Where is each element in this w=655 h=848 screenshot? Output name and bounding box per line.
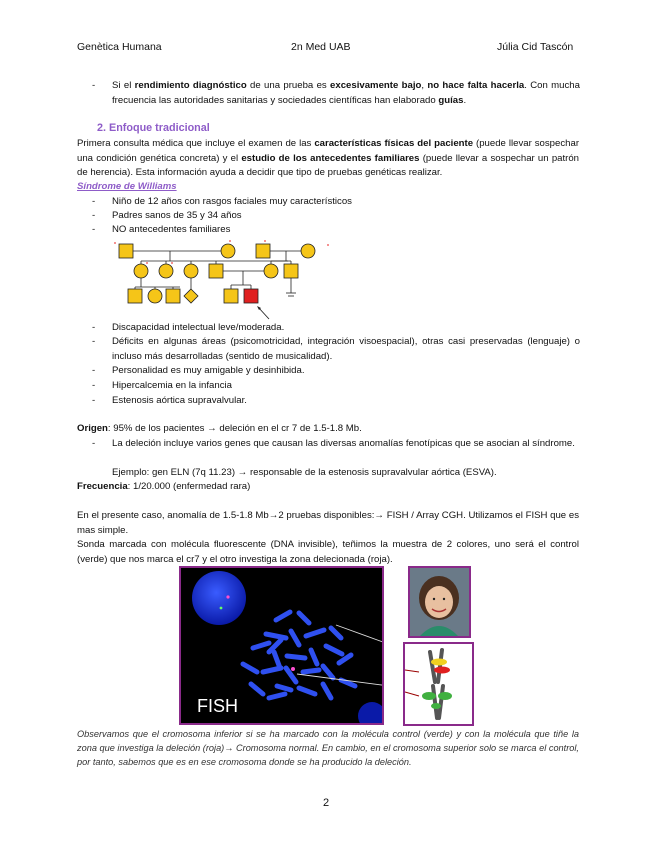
bullet-dash: - [92, 365, 96, 376]
bullet-dash: - [92, 380, 96, 391]
case-bullet-2: Padres sanos de 35 y 34 años [112, 210, 242, 221]
bullet-dash: - [92, 210, 96, 221]
syndrome-williams-link[interactable]: Síndrome de Williams [77, 181, 177, 192]
page-number: 2 [323, 797, 330, 809]
origen-line: Origen: 95% de los pacientes → deleción en el cr 7 de 1.5-1.8 Mb. [77, 423, 362, 434]
pedigree-chart [105, 237, 345, 323]
header-center: 2n Med UAB [291, 41, 351, 53]
chromosome-zoom-image [403, 642, 474, 726]
child-portrait-graphic [410, 568, 469, 636]
intro-bullet-text: Si el rendimiento diagnóstico de una prueba es excesivamente bajo, no hace falta hacerla. Con mucha frecuencia las autoridades sanitarias y sociedades científicas han elaborado guías. [112, 80, 580, 106]
origen-bullet: La deleción incluye varios genes que causan las diversas anomalías fenotípicas que se asocian al síndrome. [112, 438, 575, 449]
figure-caption: Observamos que el cromosoma inferior si se ha marcado con la molécula control (verde) y con la molécula que tiñe la zona que investiga la deleción (roja)→ Cromosoma normal. En cambio, en el cromosoma superior solo se marca el control, por tanto, sabemos que es en ese cromosoma donde se ha producido la deleción. [77, 729, 579, 767]
case-bullet-1: Niño de 12 años con rasgos faciales muy característicos [112, 196, 352, 207]
case-bullet-3: NO antecedentes familiares [112, 224, 231, 235]
paragraph-enfoque: Primera consulta médica que incluye el examen de las características físicas del paciente (puede llevar sospechar una condición genética concreta) y el estudio de los antecedentes familiares (puede llevar a sospechar un patrón de herencia). Esta información ayuda a decidir que tipo de pruebas genéticas realizar. [77, 138, 580, 178]
header-left: Genètica Humana [77, 41, 162, 53]
symptom-bullet-5: Estenosis aórtica supravalvular. [112, 395, 247, 406]
bullet-dash: - [92, 224, 96, 235]
section-title: 2. Enfoque tradicional [97, 122, 210, 134]
symptom-bullet-1: Discapacidad intelectual leve/moderada. [112, 322, 285, 333]
paragraph-fish: En el presente caso, anomalía de 1.5-1.8 Mb→2 pruebas disponibles:→ FISH / Array CGH. Utilizamos el FISH que es mas simple. [77, 510, 579, 536]
fish-label: FISH [197, 696, 239, 716]
chromosome-graphic [405, 644, 472, 724]
fish-microscopy-image [179, 566, 384, 725]
symptom-bullet-3: Personalidad es muy amigable y desinhibida. [112, 365, 305, 376]
bullet-dash: - [92, 336, 96, 347]
symptom-bullet-4: Hipercalcemia en la infancia [112, 380, 232, 391]
patient-photo [408, 566, 471, 638]
frecuencia-line: Frecuencia: 1/20.000 (enfermedad rara) [77, 481, 251, 492]
bullet-dash: - [92, 438, 96, 449]
ejemplo-line: Ejemplo: gen ELN (7q 11.23) → responsable de la estenosis supravalvular aórtica (ESVA). [112, 467, 497, 478]
bullet-dash: - [92, 80, 96, 91]
bullet-dash: - [92, 322, 96, 333]
bullet-dash: - [92, 395, 96, 406]
header-right: Júlia Cid Tascón [497, 41, 574, 53]
paragraph-sonda: Sonda marcada con molécula fluorescente (DNA invisible), teñimos la muestra de 2 colores, uno será el control (verde) que nos marca el cr7 y el otro investiga la zona delecionada (roja). [77, 539, 579, 565]
bullet-dash: - [92, 196, 96, 207]
symptom-bullet-2: Déficits en algunas áreas (psicomotricidad, integración visoespacial), otras casi preservadas (lenguaje) o incluso más desarrolladas (sentido de musicalidad). [112, 336, 580, 362]
